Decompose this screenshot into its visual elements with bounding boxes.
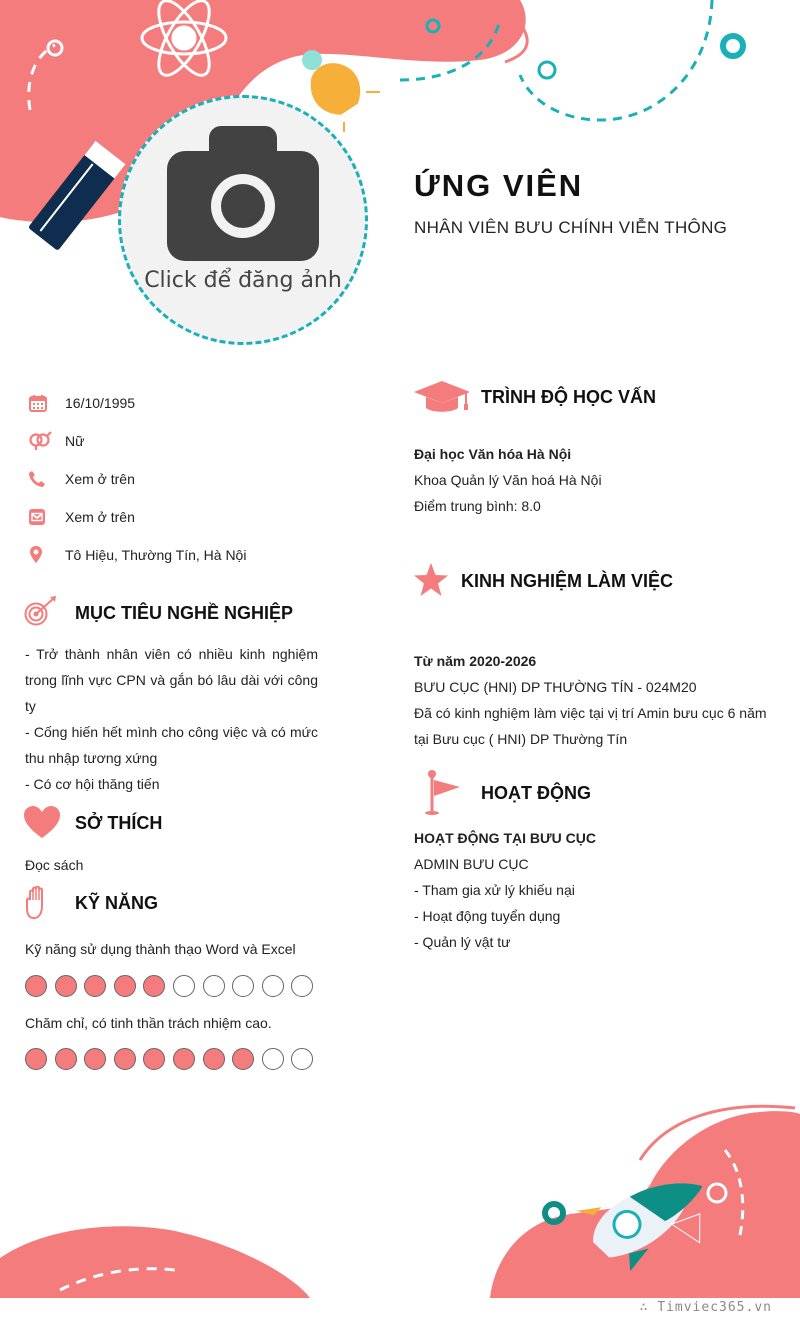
education-gpa: Điểm trung bình: 8.0 — [414, 498, 541, 514]
activity-item: - Quản lý vật tư — [414, 934, 511, 950]
rating-dot-filled — [84, 975, 106, 997]
experience-company: BƯU CỤC (HNI) DP THƯỜNG TÍN - 024M20 — [414, 679, 697, 695]
contact-address-value: Tô Hiệu, Thường Tín, Hà Nội — [65, 547, 247, 563]
education-details — [414, 441, 602, 519]
experience-header — [414, 563, 673, 599]
bottom-left-blob — [0, 1226, 310, 1298]
skill-rating — [25, 1048, 321, 1070]
rating-dot-filled — [25, 1048, 47, 1070]
rating-dot-empty — [262, 975, 284, 997]
star-icon — [414, 563, 461, 599]
rating-dot-filled — [232, 1048, 254, 1070]
skill-name: Kỹ năng sử dụng thành thạo Word và Excel — [25, 941, 296, 957]
hobbies-title: SỞ THÍCH — [75, 812, 163, 833]
rating-dot-empty — [203, 975, 225, 997]
experience-description: Đã có kinh nghiệm làm việc tại vị trí Amin bưu cục 6 năm tại Bưu cục ( HNI) DP Thường Tín — [414, 705, 767, 747]
photo-upload[interactable] — [118, 95, 368, 345]
calendar-icon — [28, 393, 48, 413]
experience-title: KINH NGHIỆM LÀM VIỆC — [461, 570, 674, 591]
target-icon — [24, 596, 75, 630]
candidate-name: ỨNG VIÊN — [414, 168, 584, 203]
rating-dot-filled — [25, 975, 47, 997]
skills-title: KỸ NĂNG — [75, 892, 159, 913]
activities-header — [414, 770, 591, 816]
rating-dot-filled — [143, 975, 165, 997]
contact-dob-value: 16/10/1995 — [65, 395, 136, 411]
rating-dot-empty — [173, 975, 195, 997]
rating-dot-filled — [55, 1048, 77, 1070]
rating-dot-filled — [203, 1048, 225, 1070]
skill-rating — [25, 975, 321, 997]
education-major: Khoa Quản lý Văn hoá Hà Nội — [414, 472, 602, 488]
activity-role: ADMIN BƯU CỤC — [414, 856, 529, 872]
experience-details — [414, 648, 776, 752]
skill-name: Chăm chỉ, có tinh thần trách nhiệm cao. — [25, 1015, 272, 1031]
contact-email-value: Xem ở trên — [65, 509, 135, 525]
flag-icon — [414, 770, 481, 816]
hand-icon — [24, 886, 75, 920]
activity-item: - Hoạt động tuyển dụng — [414, 908, 561, 924]
contact-email — [28, 498, 246, 536]
objective-text — [25, 641, 318, 797]
email-icon — [28, 508, 46, 526]
rating-dot-filled — [55, 975, 77, 997]
rating-dot-empty — [291, 975, 313, 997]
contact-address — [28, 536, 246, 574]
rating-dot-filled — [114, 1048, 136, 1070]
heart-icon — [24, 806, 75, 840]
phone-icon — [28, 470, 46, 488]
activity-item: - Tham gia xử lý khiếu nại — [414, 882, 575, 898]
activities-title: HOẠT ĐỘNG — [481, 782, 591, 803]
gender-icon — [28, 431, 52, 451]
rating-dot-filled — [114, 975, 136, 997]
hobbies-text: Đọc sách — [25, 857, 84, 873]
education-title: TRÌNH ĐỘ HỌC VẤN — [481, 386, 656, 407]
contact-phone — [28, 460, 246, 498]
camera-icon — [167, 126, 319, 261]
contact-phone-value: Xem ở trên — [65, 471, 135, 487]
objective-line: - Trở thành nhân viên có nhiều kinh nghiệm trong lĩnh vực CPN và gắn bó lâu dài với công ty — [25, 646, 318, 714]
education-school: Đại học Văn hóa Hà Nội — [414, 446, 572, 462]
rating-dot-filled — [84, 1048, 106, 1070]
rating-dot-empty — [262, 1048, 284, 1070]
activity-name: HOẠT ĐỘNG TẠI BƯU CỤC — [414, 830, 596, 846]
activities-details — [414, 825, 596, 955]
objective-title: MỤC TIÊU NGHỀ NGHIỆP — [75, 602, 294, 623]
objective-line: - Có cơ hội thăng tiến — [25, 776, 160, 792]
rating-dot-empty — [291, 1048, 313, 1070]
education-header — [414, 378, 656, 416]
objective-header — [24, 596, 293, 630]
graduation-cap-icon — [414, 378, 481, 416]
rating-dot-filled — [173, 1048, 195, 1070]
contact-info — [28, 384, 246, 574]
rating-dot-filled — [143, 1048, 165, 1070]
photo-upload-label: Click để đăng ảnh — [144, 268, 342, 293]
contact-dob — [28, 384, 246, 422]
rating-dot-empty — [232, 975, 254, 997]
contact-gender — [28, 422, 246, 460]
objective-line: - Cống hiến hết mình cho công việc và có mức thu nhập tương xứng — [25, 724, 318, 766]
job-title: NHÂN VIÊN BƯU CHÍNH VIỄN THÔNG — [414, 218, 728, 237]
contact-gender-value: Nữ — [65, 433, 85, 449]
footer-brand: ∴ Timviec365.vn — [639, 1300, 772, 1315]
experience-period: Từ năm 2020-2026 — [414, 653, 537, 669]
hobbies-header — [24, 806, 162, 840]
location-icon — [28, 545, 44, 565]
skills-header — [24, 886, 158, 920]
